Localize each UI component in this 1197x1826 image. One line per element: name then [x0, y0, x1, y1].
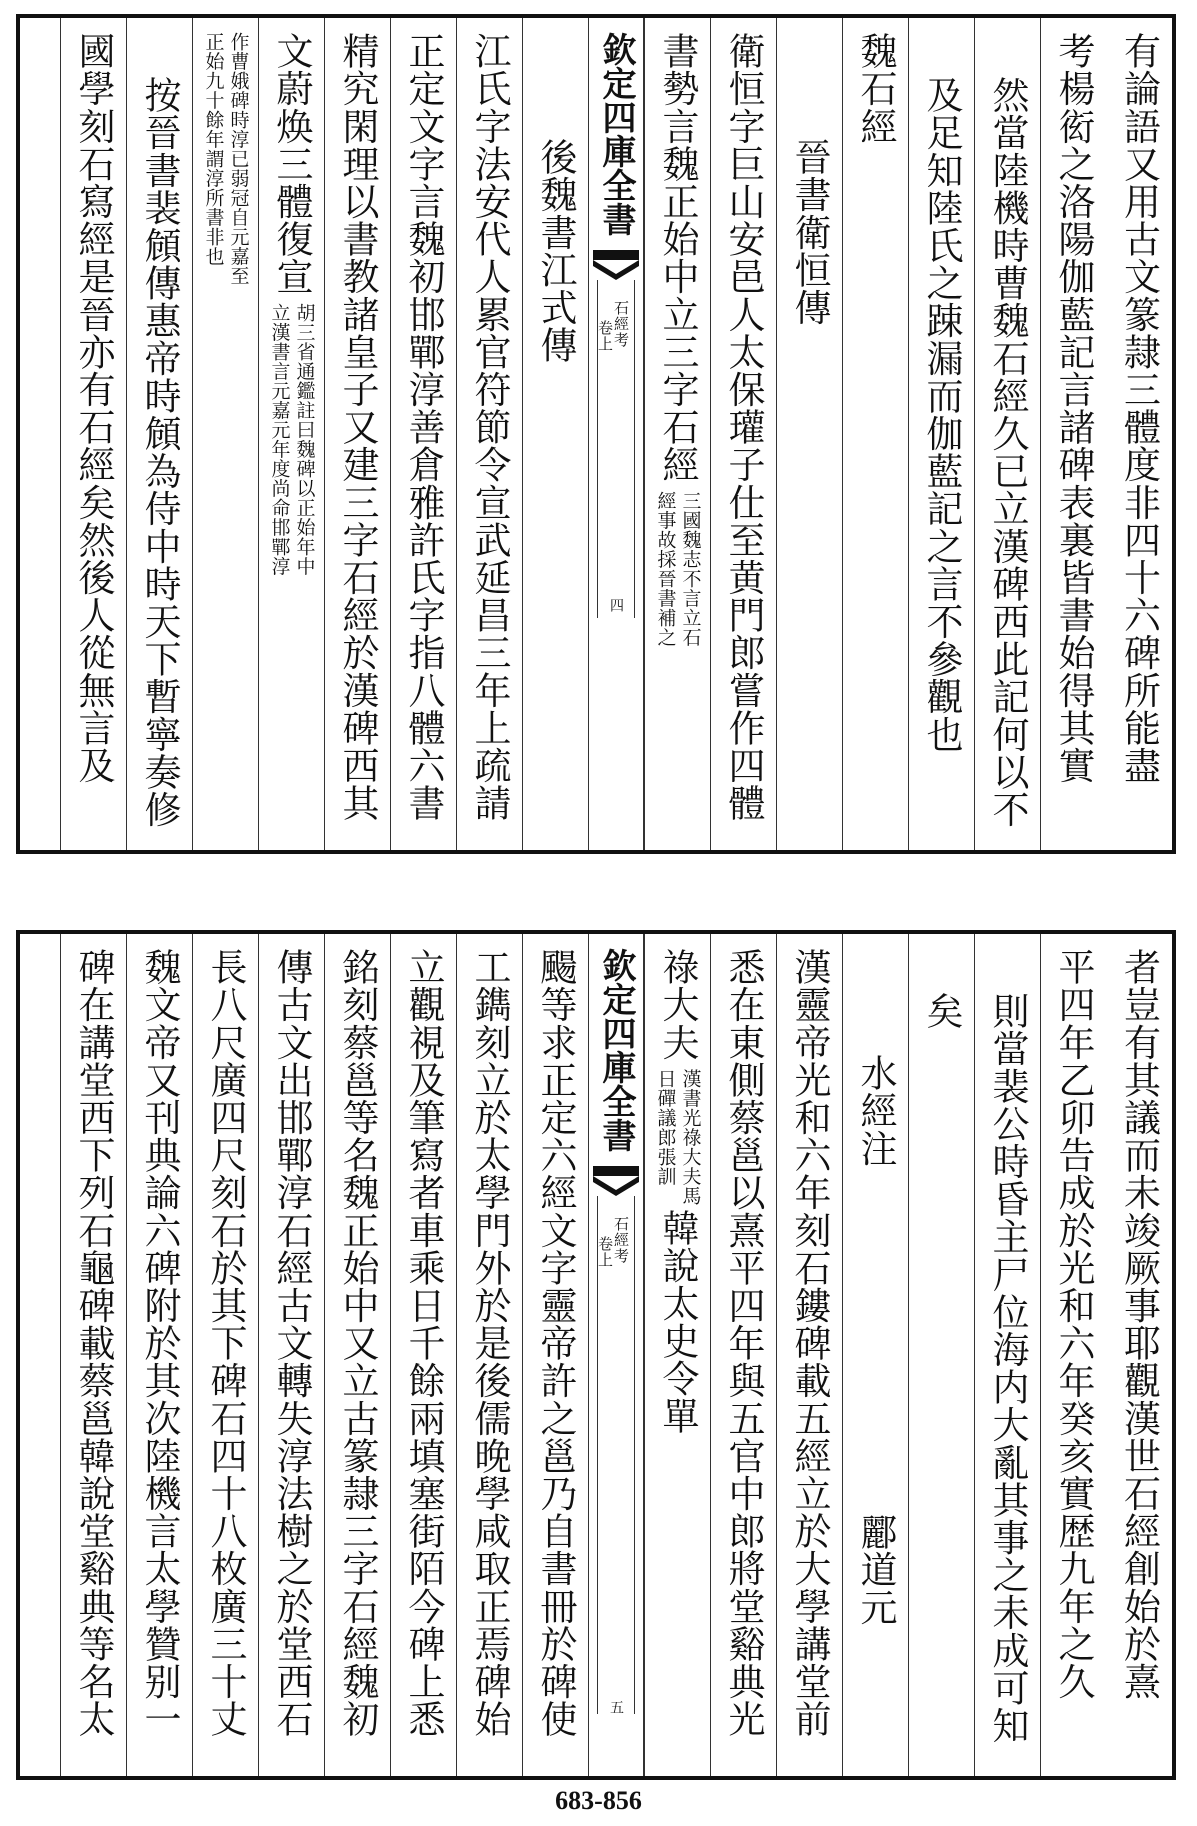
text-line: 按晉書裴頠傳惠帝時頠為侍中時天下暫寧奏修 [138, 76, 181, 828]
top-right-column-2 [1040, 18, 1106, 850]
text-line: 者豈有其議而未竣厥事耶觀漢世石經創始於熹 [1117, 948, 1161, 1700]
gutter-inner-box [597, 1196, 635, 1714]
bottom-right-column-6 [776, 934, 842, 1776]
top-left-column-5 [258, 18, 324, 850]
text-line: 傳古文出邯鄲淳石經古文轉失淳法樹之於堂西石 [270, 948, 313, 1738]
text-line: 魏文帝又刊典論六碑附於其次陸機言太學贊别一 [138, 948, 181, 1738]
top-right-column-7 [710, 18, 776, 850]
top-left-column-4 [324, 18, 390, 850]
author-name: 酈道元 [854, 1513, 897, 1626]
bottom-right-column-4 [908, 934, 974, 1776]
text-line: 則當裴公時昏主尸位海内大亂其事之未成可知 [986, 992, 1029, 1744]
bottom-right-column-1 [1106, 934, 1172, 1776]
annotation-line: 三國魏志不言立石 [679, 491, 702, 648]
text-line: 平四年乙卯告成於光和六年癸亥實歴九年之久 [1052, 948, 1095, 1700]
page-number: 683-856 [555, 1786, 642, 1815]
top-right-column-3 [974, 18, 1040, 850]
top-left-column-8 [60, 18, 126, 850]
text-line: 正定文字言魏初邯鄲淳善倉雅許氏字指八體六書 [402, 32, 445, 822]
annotation-line: 經事故採晉書補之 [654, 491, 677, 648]
annotation-line: 漢書光祿大夫馬 [679, 1068, 702, 1206]
gutter-leaf-number: 五 [608, 1700, 624, 1715]
gutter-title: 欽定四庫全書 [596, 32, 636, 236]
gutter-leaf-number: 四 [608, 598, 624, 613]
top-right-column-5 [842, 18, 908, 850]
top-center-gutter [588, 18, 644, 850]
gutter-title: 欽定四庫全書 [596, 948, 636, 1152]
text-line: 國學刻石寫經是晉亦有石經矣然後人從無言及 [72, 32, 115, 784]
gutter-book-label: 卷上 [596, 320, 614, 352]
top-left-column-6 [192, 18, 258, 850]
text-line: 工鐫刻立於太學門外於是後儒晚學咸取正焉碑始 [468, 948, 511, 1738]
text-line: 銘刻蔡邕等名魏正始中又立古篆隷三字石經魏初 [336, 948, 379, 1738]
top-left-column-1 [522, 18, 588, 850]
text-line: 魏石經 [854, 32, 897, 145]
bottom-right-column-7 [710, 934, 776, 1776]
text-line: 長八尺廣四尺刻石於其下碑石四十八枚廣三十丈 [204, 948, 247, 1738]
text-line: 矣 [920, 992, 963, 1030]
fishtail-mark-icon [593, 250, 639, 280]
text-line: 有論語又用古文篆隷三體度非四十六碑所能盡 [1117, 32, 1161, 784]
bottom-right-column-8 [644, 934, 710, 1776]
bottom-center-gutter [588, 934, 644, 1776]
top-left-column-2 [456, 18, 522, 850]
text-line: 書勢言魏正始中立三字石經 [656, 32, 699, 484]
annotation-line: 作曹娥碑時淳已弱冠自元嘉至 [227, 32, 250, 286]
text-line: 考楊衒之洛陽伽藍記言諸碑表裏皆書始得其實 [1052, 32, 1095, 784]
annotation-line: 胡三省通鑑註曰魏碑以正始年中 [293, 303, 316, 577]
text-line: 然當陸機時曹魏石經久已立漢碑西此記何以不 [986, 76, 1029, 828]
bottom-left-column-3 [390, 934, 456, 1776]
gutter-book-label: 石經考 [612, 300, 630, 348]
bottom-left-column-5 [258, 934, 324, 1776]
top-left-column-3 [390, 18, 456, 850]
bottom-left-column-2 [456, 934, 522, 1776]
top-right-column-6 [776, 18, 842, 850]
top-right-column-4 [908, 18, 974, 850]
page-frame-bottom [16, 930, 1176, 1780]
annotation-line: 正始九十餘年謂淳所書非也 [202, 32, 225, 266]
top-right-column-1 [1106, 18, 1172, 850]
gutter-book-label: 卷上 [596, 1236, 614, 1268]
text-line: 後魏書江式傳 [534, 138, 577, 364]
page-frame-top [16, 14, 1176, 854]
text-line: 衛恒字巨山安邑人太保瓘子仕至黄門郎嘗作四體 [722, 32, 765, 822]
text-line: 悉在東側蔡邕以熹平四年與五官中郎將堂谿典光 [722, 948, 765, 1738]
text-line: 祿大夫 [656, 948, 699, 1061]
text-line: 精究閑理以書教諸皇子又建三字石經於漢碑西其 [336, 32, 379, 822]
bottom-right-column-5 [842, 934, 908, 1776]
bottom-left-column-6 [192, 934, 258, 1776]
top-left-column-7 [126, 18, 192, 850]
annotation-line: 立漢書言元嘉元年度尚命邯鄲淳 [268, 303, 291, 577]
text-line: 水經注 [854, 1054, 897, 1167]
text-line: 漢靈帝光和六年刻石鏤碑載五經立於大學講堂前 [788, 948, 831, 1738]
bottom-right-column-3 [974, 934, 1040, 1776]
bottom-left-column-1 [522, 934, 588, 1776]
annotation-line: 日磾議郎張訓 [654, 1068, 677, 1186]
bottom-left-column-7 [126, 934, 192, 1776]
text-line: 颺等求正定六經文字靈帝許之邕乃自書冊於碑使 [534, 948, 577, 1738]
text-line: 文蔚焕三體復宣 [270, 32, 313, 296]
text-line: 碑在講堂西下列石龜碑載蔡邕韓說堂谿典等名太 [72, 948, 115, 1738]
text-line: 晉書衛恒傳 [788, 138, 831, 326]
gutter-book-label: 石經考 [612, 1216, 630, 1264]
text-line-continued: 韓說太史令單 [656, 1209, 699, 1435]
text-line: 江氏字法安代人累官符節令宣武延昌三年上疏請 [468, 32, 511, 822]
bottom-left-column-8 [60, 934, 126, 1776]
bottom-right-column-2 [1040, 934, 1106, 1776]
bottom-left-column-4 [324, 934, 390, 1776]
fishtail-mark-icon [593, 1166, 639, 1196]
top-right-column-8 [644, 18, 710, 850]
text-line: 及足知陸氏之踈漏而伽藍記之言不參觀也 [920, 76, 963, 753]
text-line: 立觀視及筆寫者車乘日千餘兩填塞街陌今碑上悉 [402, 948, 445, 1738]
